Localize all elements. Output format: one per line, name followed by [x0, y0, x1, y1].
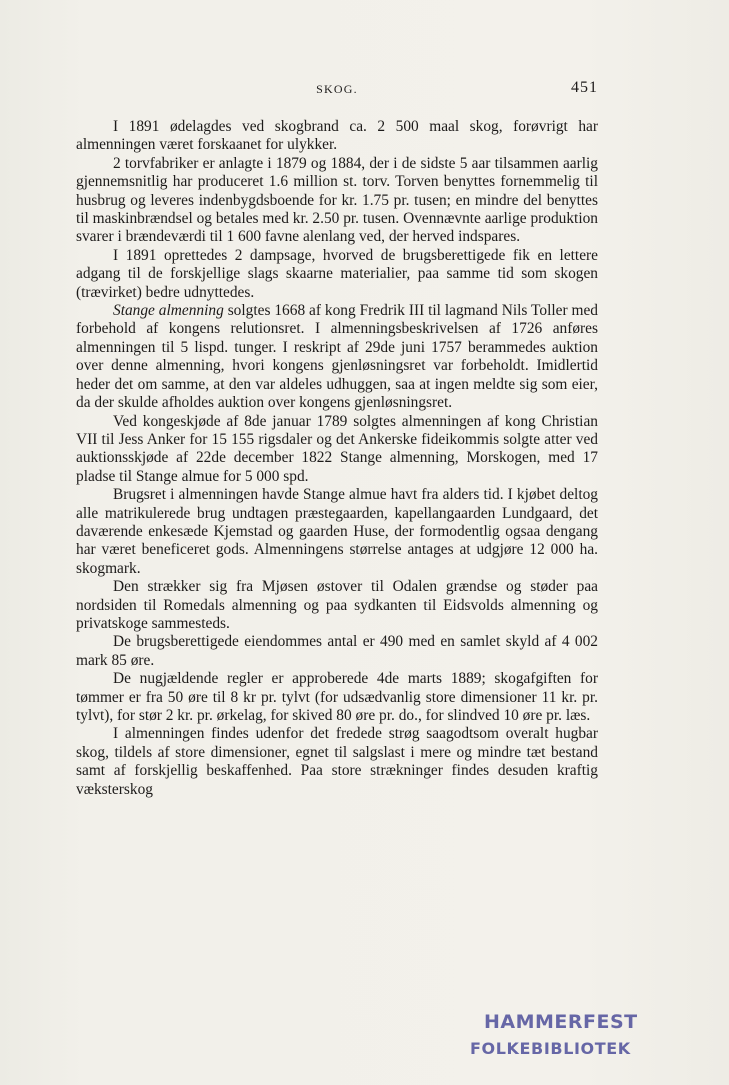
- stamp-line-hammerfest: HAMMERFEST: [484, 1011, 638, 1033]
- paragraph-text: 2 torvfabriker er anlagte i 1879 og 1884, der i de sidste 5 aar tilsammen aarlig gjennemsnitlig har produceret 1.6 million st. torv. Torven benyttes fornemmelig til husbrug og leveres indenbygdsboende for kr. 1.75 pr. tusen; en mindre del benyttes til maskinbrændsel og betales med kr. 2.50 pr. tusen. Ovennævnte aarlige produktion svarer i brændeværdi til 1 600 favne alenlang ved, der herved indspares.: [76, 154, 598, 246]
- paragraph-text: Ved kongeskjøde af 8de januar 1789 solgtes almenningen af kong Christian VII til Jess Anker for 15 155 rigsdaler og det Ankerske fideikommis solgte atter ved auktionsskjøde af 22de december 1822 Stange almenning, Morskogen, med 17 pladse til Stange almue for 5 000 spd.: [76, 412, 598, 485]
- italic-lead: Stange almenning: [113, 302, 224, 320]
- page-number: 451: [571, 79, 598, 96]
- paragraph-text: solgtes 1668 af kong Fredrik III til lagmand Nils Toller med forbehold af kongens relutionsret. I almenningsbeskrivelsen af 1726 anføres almenningen til 5 lispd. tunger. I reskript af 29de juni 1757 berammedes auktion over denne almenning, hvori kongens gjenløsningsret var forbeholdt. Imidlertid heder det om samme, at den var aldeles udhuggen, saa at ingen meldte sig som eier, da der skulde afholdes auktion over kongens gjenløsningsret.: [76, 302, 598, 412]
- paragraph-text: I 1891 oprettedes 2 dampsage, hvorved de brugsberettigede fik en lettere adgang til de forskjellige slags skaarne materialier, paa samme tid som skogen (trævirket) bedre udnyttedes.: [76, 246, 598, 301]
- paragraph-text: Brugsret i almenningen havde Stange almue havt fra alders tid. I kjøbet deltog alle matrikulerede brug undtagen præstegaarden, kapellangaarden Lundgaard, det daværende enkesæde Kjemstad og gaarden Huse, der formodentlig ogsaa dengang har været beneficeret gods. Almenningens størrelse antages at udgjøre 12 000 ha. skogmark.: [76, 486, 598, 577]
- paragraph-skogbestand: [76, 725, 598, 799]
- paragraph-text: Den strækker sig fra Mjøsen østover til Odalen grændse og støder paa nordsiden til Romedals almenning og paa sydkanten til Eidsvolds almenning og privatskoge sammesteds.: [76, 578, 598, 632]
- stamp-line-folkebibliotek: FOLKEBIBLIOTEK: [470, 1039, 631, 1058]
- page-header: [76, 79, 598, 102]
- paragraph-graendser: [76, 578, 598, 633]
- library-stamp: [470, 1011, 655, 1061]
- paragraph-text: De brugsberettigede eiendommes antal er 490 med en samlet skyld af 4 002 mark 85 øre.: [76, 633, 598, 669]
- body-text: [76, 118, 598, 799]
- paragraph-torvfabriker: [76, 155, 598, 247]
- paragraph-skogbrand: [76, 118, 598, 155]
- paragraph-brugsret: [76, 486, 598, 578]
- paragraph-text: I 1891 ødelagdes ved skogbrand ca. 2 500 maal skog, forøvrigt har almenningen været forskaanet for ulykker.: [76, 118, 598, 154]
- paragraph-dampsage: [76, 247, 598, 302]
- paragraph-text: I almenningen findes udenfor det fredede strøg saagodtsom overalt hugbar skog, tildels af store dimensioner, egnet til salgslast i mere og mindre tæt bestand samt af forskjellig beskaffenhed. Paa store strækninger findes desuden kraftig væksterskog: [76, 725, 598, 798]
- running-head: SKOG.: [316, 82, 358, 96]
- paragraph-regler: [76, 670, 598, 725]
- paragraph-stange-almenning: [76, 302, 598, 412]
- paragraph-eiendomme: [76, 633, 598, 670]
- paragraph-kongeskjoede: [76, 413, 598, 487]
- paragraph-text: De nugjældende regler er approberede 4de marts 1889; skogafgiften for tømmer er fra 50 øre til 8 kr pr. tylvt (for udsædvanlig store dimensioner 11 kr. pr. tylvt), for stør 2 kr. pr. ørkelag, for skived 80 øre pr. do., for slindved 10 øre pr. læs.: [76, 670, 598, 724]
